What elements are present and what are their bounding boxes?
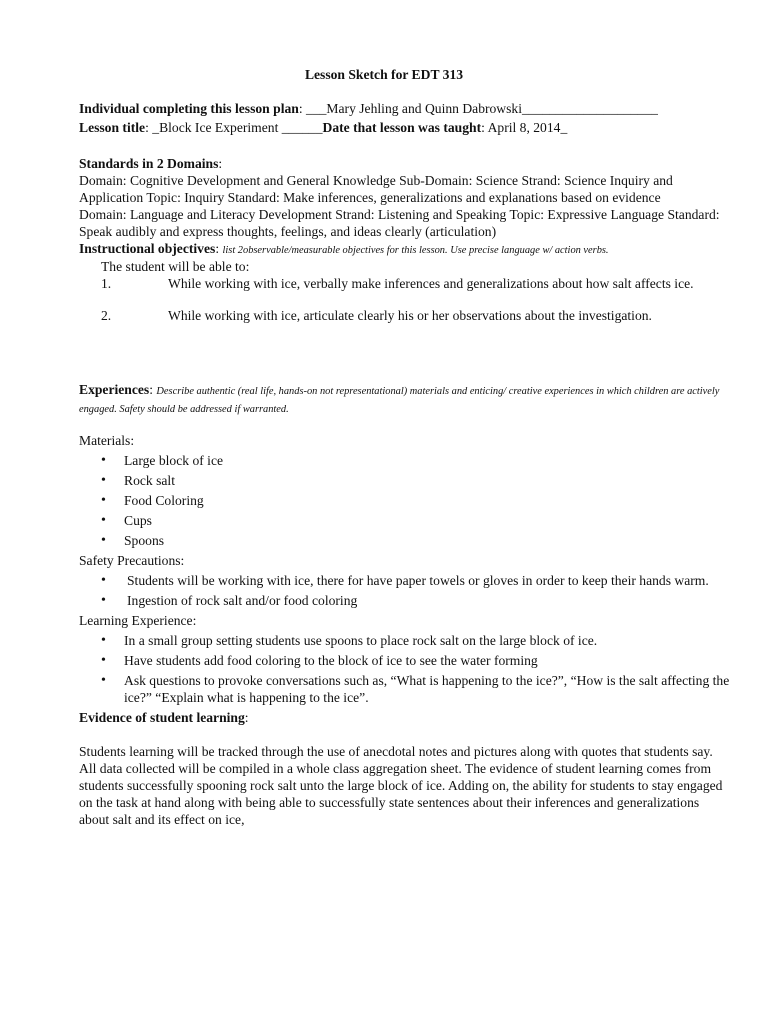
objective-1-text: While working with ice, verbally make inferences and generalizations about how salt affects ice. [168, 276, 694, 291]
objective-2-text: While working with ice, articulate clearly his or her observations about the investigation. [168, 308, 652, 323]
materials-section: Materials: • Large block of ice • Rock salt • Food Coloring • Cups • Spoons Safety Precautions: • Students will be working with ice, there for have paper towels or gloves in order to keep their hands warm. • Ingestion of rock salt and/or food coloring Learning Experience: • In a small group setting students use spoons to place rock salt on the large block of ice. • Have students add food coloring to the block of ice to see the water forming • Ask questions to provoke conversations such as, “What is happening to the ice?”, “How is the salt affecting the ice?” “Explain what is happening to the ice”. Evidence of student learning: Students learning will be tracked through the use of anecdotal notes and pictures along with quotes that students say. All data collected will be compiled in a whole class aggregation sheet. The evidence of student learning comes from students successfully spooning rock salt unto the large block of ice. Adding on, the ability for students to stay engaged on the task at hand along with being able to successfully state sentences about their inferences and generalizations about salt and its effect on ice, [79, 432, 730, 828]
list-item: • Ingestion of rock salt and/or food coloring [79, 592, 730, 609]
objective-2-number: 2. [101, 308, 112, 323]
standards-section: Standards in 2 Domains: Domain: Cognitive Development and General Knowledge Sub-Domain: Science Strand: Science Inquiry and Application Topic: Inquiry Standard: Make inferences, generalizations and explanations based on evidence Domain: Language and Literacy Development Strand: Listening and Speaking Topic: Expressive Language Standard: Speak audibly and express thoughts, feelings, and ideas clearly (articulation) Instructional objectives: list 2observable/measurable objectives for this lesson. Use precise language w/ action verbs. The student will be able to: 1. While working with ice, verbally make inferences and generalizations about how salt affects ice. 2. While working with ice, articulate clearly his or her observations about the investigation. [79, 155, 730, 324]
lesson-title-line: Lesson title: _Block Ice Experiment ______Date that lesson was taught: April 8, 2014_ [79, 120, 568, 135]
individual-label: Individual completing this lesson plan [79, 101, 299, 116]
materials-heading: Materials: [79, 433, 135, 448]
learning-heading: Learning Experience: [79, 613, 197, 628]
experiences-hint: Describe authentic (real life, hands-on not representational) materials and enticing/ creative experiences in which children are actively engaged. Safety should be addressed if warranted. [79, 386, 720, 415]
list-item: • Large block of ice [79, 452, 730, 469]
lesson-title-label: Lesson title [79, 120, 146, 135]
list-item: • Cups [79, 512, 730, 529]
objectives-line: Instructional objectives: list 2observable/measurable objectives for this lesson. Use precise language w/ action verbs. [79, 241, 609, 256]
standards-heading: Standards in 2 Domains [79, 156, 219, 171]
list-item: • Students will be working with ice, there for have paper towels or gloves in order to keep their hands warm. [79, 572, 730, 589]
list-item: • In a small group setting students use spoons to place rock salt on the large block of ice. [79, 632, 730, 649]
list-item: • Ask questions to provoke conversations such as, “What is happening to the ice?”, “How is the salt affecting the ice?” “Explain what is happening to the ice”. [79, 672, 730, 706]
list-item: • Food Coloring [79, 492, 730, 509]
experiences-section: Experiences: Describe authentic (real life, hands-on not representational) materials and enticing/ creative experiences in which children are actively engaged. Safety should be addressed if warranted. [79, 382, 720, 415]
learning-list [79, 632, 730, 706]
individual-line: Individual completing this lesson plan: ___Mary Jehling and Quinn Dabrowski____________________ [79, 101, 658, 116]
standards-domain-2: Domain: Language and Literacy Development Strand: Listening and Speaking Topic: Expressive Language Standard: Speak audibly and express thoughts, feelings, and ideas clearly (articulation) [79, 207, 720, 239]
evidence-heading: Evidence of student learning [79, 710, 245, 725]
safety-list [79, 572, 730, 609]
list-item: • Have students add food coloring to the block of ice to see the water forming [79, 652, 730, 669]
evidence-body: Students learning will be tracked through the use of anecdotal notes and pictures along with quotes that students say. All data collected will be compiled in a whole class aggregation sheet. The evidence of student learning comes from students successfully spooning rock salt unto the large block of ice. Adding on, the ability for students to stay engaged on the task at hand along with being able to successfully state sentences about their inferences and generalizations about salt and its effect on ice, [79, 744, 723, 827]
standards-domain-1: Domain: Cognitive Development and General Knowledge Sub-Domain: Science Strand: Science Inquiry and Application Topic: Inquiry Standard: Make inferences, generalizations and explanations based on evidence [79, 173, 673, 205]
list-item: • Spoons [79, 532, 730, 549]
objectives-heading: Instructional objectives [79, 241, 216, 256]
list-item: • Rock salt [79, 472, 730, 489]
experiences-heading: Experiences [79, 382, 150, 397]
materials-list [79, 452, 730, 549]
objectives-hint: list 2observable/measurable objectives for this lesson. Use precise language w/ action verbs. [222, 245, 609, 256]
date-label: Date that lesson was taught [322, 120, 482, 135]
objective-1 [79, 275, 730, 292]
date-value: April 8, 2014_ [487, 120, 568, 135]
objective-2 [79, 307, 730, 324]
objectives-intro: The student will be able to: [101, 259, 250, 274]
individual-value: ___Mary Jehling and Quinn Dabrowski____________________ [306, 101, 658, 116]
safety-heading: Safety Precautions: [79, 553, 185, 568]
lesson-title-value: _Block Ice Experiment ______ [152, 120, 323, 135]
objective-1-number: 1. [101, 276, 112, 291]
document-title: Lesson Sketch for EDT 313 [304, 67, 464, 82]
